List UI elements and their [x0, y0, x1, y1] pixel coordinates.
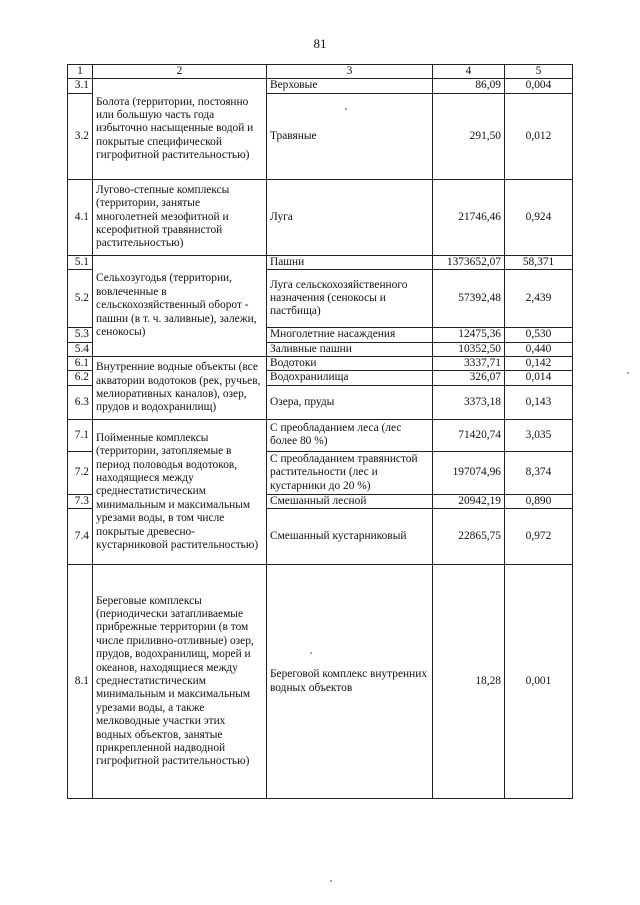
table-row [68, 79, 573, 93]
row-share: 0,142 [505, 357, 573, 371]
row-area: 57392,48 [433, 270, 505, 328]
row-type: С преобладанием травянистой растительности (лес и кустарники до 20 %) [267, 451, 433, 494]
group-description-farmland: Сельхозугодья (территории, вовлеченные в сельскохозяйственный оборот - пашни (в т. ч. заливные), залежи, сенокосы) [93, 255, 267, 356]
row-code: 7.3 [68, 494, 93, 508]
row-share: 0,004 [505, 79, 573, 93]
row-type: Травяные [267, 93, 433, 179]
row-area: 1373652,07 [433, 255, 505, 269]
header-col-2: 2 [93, 65, 267, 79]
row-code: 3.1 [68, 79, 93, 93]
table-row [68, 565, 573, 799]
group-description-meadow-steppe: Лугово-степные комплексы (территории, занятые многолетней мезофитной и ксерофитной травянистой растительностью) [93, 179, 267, 255]
row-area: 326,07 [433, 371, 505, 385]
row-type: Водохранилища [267, 371, 433, 385]
header-col-1: 1 [68, 65, 93, 79]
row-type: Пашни [267, 255, 433, 269]
row-type: Озера, пруды [267, 385, 433, 419]
row-share: 58,371 [505, 255, 573, 269]
row-code: 5.3 [68, 328, 93, 342]
row-share: 8,374 [505, 451, 573, 494]
row-share: 3,035 [505, 419, 573, 451]
table-row [68, 255, 573, 269]
row-share: 0,014 [505, 371, 573, 385]
row-area: 18,28 [433, 565, 505, 799]
row-area: 3373,18 [433, 385, 505, 419]
row-type: С преобладанием леса (лес более 80 %) [267, 419, 433, 451]
row-code: 6.1 [68, 357, 93, 371]
row-area: 22865,75 [433, 509, 505, 565]
land-cover-table [67, 64, 573, 799]
header-row [68, 65, 573, 79]
table-row [68, 419, 573, 451]
table-row [68, 179, 573, 255]
group-description-inland-waters: Внутренние водные объекты (все акватории водотоков (рек, ручьев, мелиоративных каналов), озер, прудов и водохранилищ) [93, 357, 267, 420]
row-area: 71420,74 [433, 419, 505, 451]
row-share: 0,012 [505, 93, 573, 179]
row-share: 0,924 [505, 179, 573, 255]
row-share: 2,439 [505, 270, 573, 328]
row-area: 291,50 [433, 93, 505, 179]
row-share: 0,972 [505, 509, 573, 565]
row-type: Заливные пашни [267, 342, 433, 356]
row-area: 21746,46 [433, 179, 505, 255]
row-code: 7.1 [68, 419, 93, 451]
row-type: Луга [267, 179, 433, 255]
row-area: 197074,96 [433, 451, 505, 494]
scan-speck [310, 652, 312, 654]
group-description-bogs: Болота (территории, постоянно или большую часть года избыточно насыщенные водой и покрытые специфической гигрофитной растительностью) [93, 79, 267, 179]
row-area: 12475,36 [433, 328, 505, 342]
page-number: 81 [313, 36, 327, 51]
row-share: 0,001 [505, 565, 573, 799]
row-type: Верховые [267, 79, 433, 93]
row-code: 6.3 [68, 385, 93, 419]
row-area: 10352,50 [433, 342, 505, 356]
row-code: 6.2 [68, 371, 93, 385]
scan-speck [330, 880, 332, 882]
row-code: 4.1 [68, 179, 93, 255]
row-code: 8.1 [68, 565, 93, 799]
row-code: 5.1 [68, 255, 93, 269]
row-type: Многолетние насаждения [267, 328, 433, 342]
row-share: 0,143 [505, 385, 573, 419]
row-area: 3337,71 [433, 357, 505, 371]
row-type: Береговой комплекс внутренних водных объектов [267, 565, 433, 799]
scan-speck [627, 372, 629, 374]
row-code: 7.4 [68, 509, 93, 565]
header-col-3: 3 [267, 65, 433, 79]
row-area: 86,09 [433, 79, 505, 93]
row-share: 0,440 [505, 342, 573, 356]
row-type: Луга сельскохозяйственного назначения (сенокосы и пастбища) [267, 270, 433, 328]
header-col-5: 5 [505, 65, 573, 79]
row-type: Смешанный лесной [267, 494, 433, 508]
scan-speck [345, 108, 347, 110]
row-type: Водотоки [267, 357, 433, 371]
group-description-coastal: Береговые комплексы (периодически затапливаемые прибрежные территории (в том числе приливно-отливные) озер, прудов, водохранилищ, морей и океанов, находящиеся между среднестатистическим минимальным и максимальным урезами воды, а также мелководные участки этих водных объектов, занятые прикрепленной надводной гигрофитной растительностью) [93, 565, 267, 799]
header-col-4: 4 [433, 65, 505, 79]
row-code: 3.2 [68, 93, 93, 179]
row-type: Смешанный кустарниковый [267, 509, 433, 565]
row-code: 5.2 [68, 270, 93, 328]
table-row [68, 357, 573, 371]
row-area: 20942,19 [433, 494, 505, 508]
row-code: 5.4 [68, 342, 93, 356]
group-description-floodplain: Пойменные комплексы (территории, затопляемые в период половодья водотоков, находящиеся между среднестатистическим минимальным и максимальным урезами воды, в том числе покрытые древесно-кустарниковой растительностью) [93, 419, 267, 564]
row-code: 7.2 [68, 451, 93, 494]
row-share: 0,530 [505, 328, 573, 342]
row-share: 0,890 [505, 494, 573, 508]
